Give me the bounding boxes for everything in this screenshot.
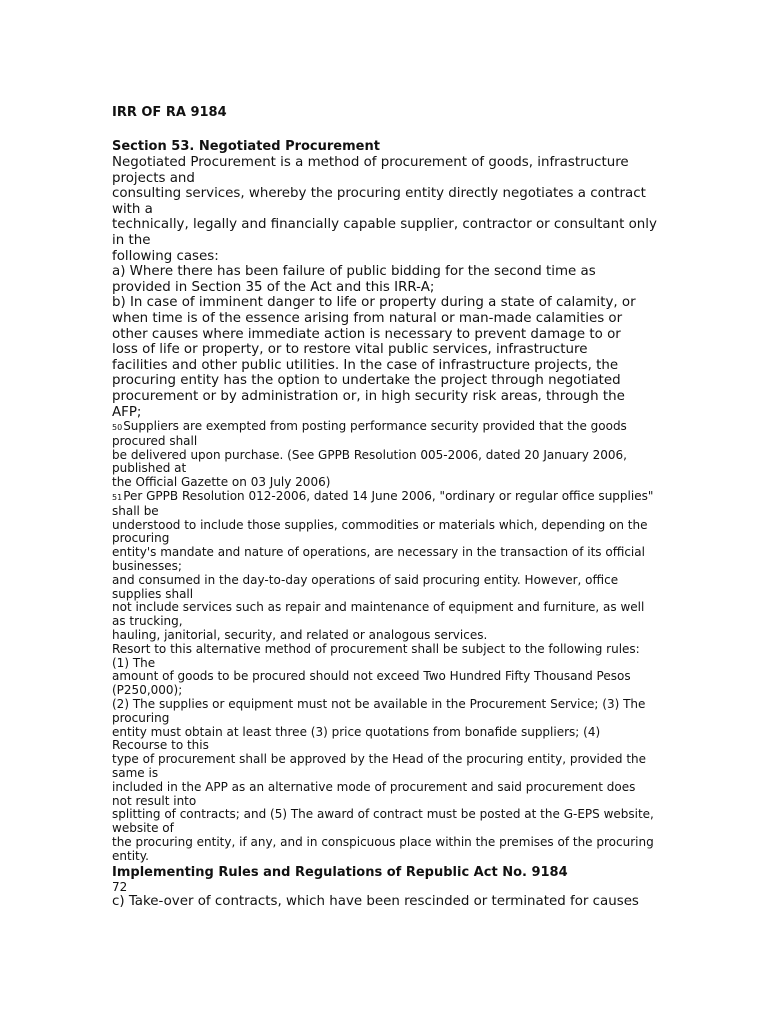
text-line: procured shall: [112, 433, 198, 448]
footnote-line: [112, 490, 660, 505]
text-line: consulting services, whereby the procuring entity directly negotiates a contract: [112, 186, 646, 202]
text-line: Recourse to this: [112, 738, 209, 753]
footnote-marker: 50: [112, 423, 123, 433]
text-line: b) In case of imminent danger to life or property during a state of calamity, or: [112, 295, 636, 311]
text-line: the Official Gazette on 03 July 2006): [112, 475, 331, 490]
footnote-text: Per GPPB Resolution 012-2006, dated 14 June 2006, "ordinary or regular office supplies": [123, 489, 654, 504]
text-line: following cases:: [112, 248, 219, 264]
document-title: IRR OF RA 9184: [112, 105, 227, 120]
text-line: not include services such as repair and maintenance of equipment and furniture, as well: [112, 600, 645, 615]
text-line: entity's mandate and nature of operations, are necessary in the transaction of its official: [112, 545, 645, 560]
text-line: facilities and other public utilities. In the case of infrastructure projects, the: [112, 357, 619, 373]
text-line: included in the APP as an alternative mode of procurement and said procurement does: [112, 779, 636, 794]
text-line: as trucking,: [112, 614, 183, 629]
text-line: entity must obtain at least three (3) price quotations from bonafide suppliers; (4): [112, 724, 601, 739]
footnote-50: [112, 420, 660, 490]
page-number: 72: [112, 879, 128, 894]
text-line: projects and: [112, 170, 195, 186]
text-line: shall be: [112, 503, 159, 518]
text-line: and consumed in the day-to-day operations of said procuring entity. However, office: [112, 572, 619, 587]
text-line: amount of goods to be procured should not exceed Two Hundred Fifty Thousand Pesos: [112, 669, 631, 684]
text-line: same is: [112, 766, 159, 781]
text-line: in the: [112, 232, 151, 248]
section-heading: Section 53. Negotiated Procurement: [112, 139, 380, 154]
text-line: AFP;: [112, 404, 142, 420]
text-line: procuring entity has the option to undertake the project through negotiated: [112, 373, 621, 389]
footnote-text: Suppliers are exempted from posting performance security provided that the goods: [123, 419, 627, 434]
text-line: understood to include those supplies, commodities or materials which, depending on the: [112, 517, 648, 532]
text-line: website of: [112, 821, 174, 836]
text-line: not result into: [112, 793, 197, 808]
text-line: other causes where immediate action is necessary to prevent damage to or: [112, 326, 621, 342]
text-line: hauling, janitorial, security, and related or analogous services.: [112, 628, 488, 643]
footnote-line: [112, 420, 660, 435]
text-line: published at: [112, 461, 187, 476]
text-line: businesses;: [112, 559, 182, 574]
text-line: a) Where there has been failure of public bidding for the second time as: [112, 264, 596, 280]
continuation-line: c) Take-over of contracts, which have been rescinded or terminated for causes: [112, 894, 639, 910]
text-line: Negotiated Procurement is a method of procurement of goods, infrastructure: [112, 155, 629, 170]
running-heading: Implementing Rules and Regulations of Republic Act No. 9184: [112, 864, 568, 880]
footnote-51: [112, 490, 660, 864]
text-line: provided in Section 35 of the Act and this IRR-A;: [112, 279, 435, 295]
body-text-main: [112, 155, 660, 420]
text-line: loss of life or property, or to restore vital public services, infrastructure: [112, 342, 588, 358]
document-content: [112, 104, 660, 910]
text-line: procuring: [112, 710, 170, 725]
text-line: procurement or by administration or, in high security risk areas, through the: [112, 388, 625, 404]
text-line: when time is of the essence arising from natural or man-made calamities or: [112, 310, 623, 326]
text-line: (2) The supplies or equipment must not be available in the Procurement Service; (3) The: [112, 697, 646, 712]
text-line: technically, legally and financially capable supplier, contractor or consultant only: [112, 217, 657, 233]
text-line: with a: [112, 201, 153, 217]
text-line: splitting of contracts; and (5) The award of contract must be posted at the G-EPS website,: [112, 807, 654, 822]
text-line: Resort to this alternative method of procurement shall be subject to the following rules:: [112, 641, 640, 656]
text-line: be delivered upon purchase. (See GPPB Resolution 005-2006, dated 20 January 2006,: [112, 447, 627, 462]
text-line: the procuring entity, if any, and in conspicuous place within the premises of the procuring: [112, 835, 654, 849]
text-line: procuring: [112, 531, 170, 546]
text-line: (1) The: [112, 655, 156, 670]
text-line: (P250,000);: [112, 683, 183, 698]
footnote-marker: 51: [112, 493, 123, 503]
text-line: supplies shall: [112, 586, 194, 601]
text-line: type of procurement shall be approved by the Head of the procuring entity, provided the: [112, 752, 647, 767]
text-line: entity.: [112, 848, 149, 863]
